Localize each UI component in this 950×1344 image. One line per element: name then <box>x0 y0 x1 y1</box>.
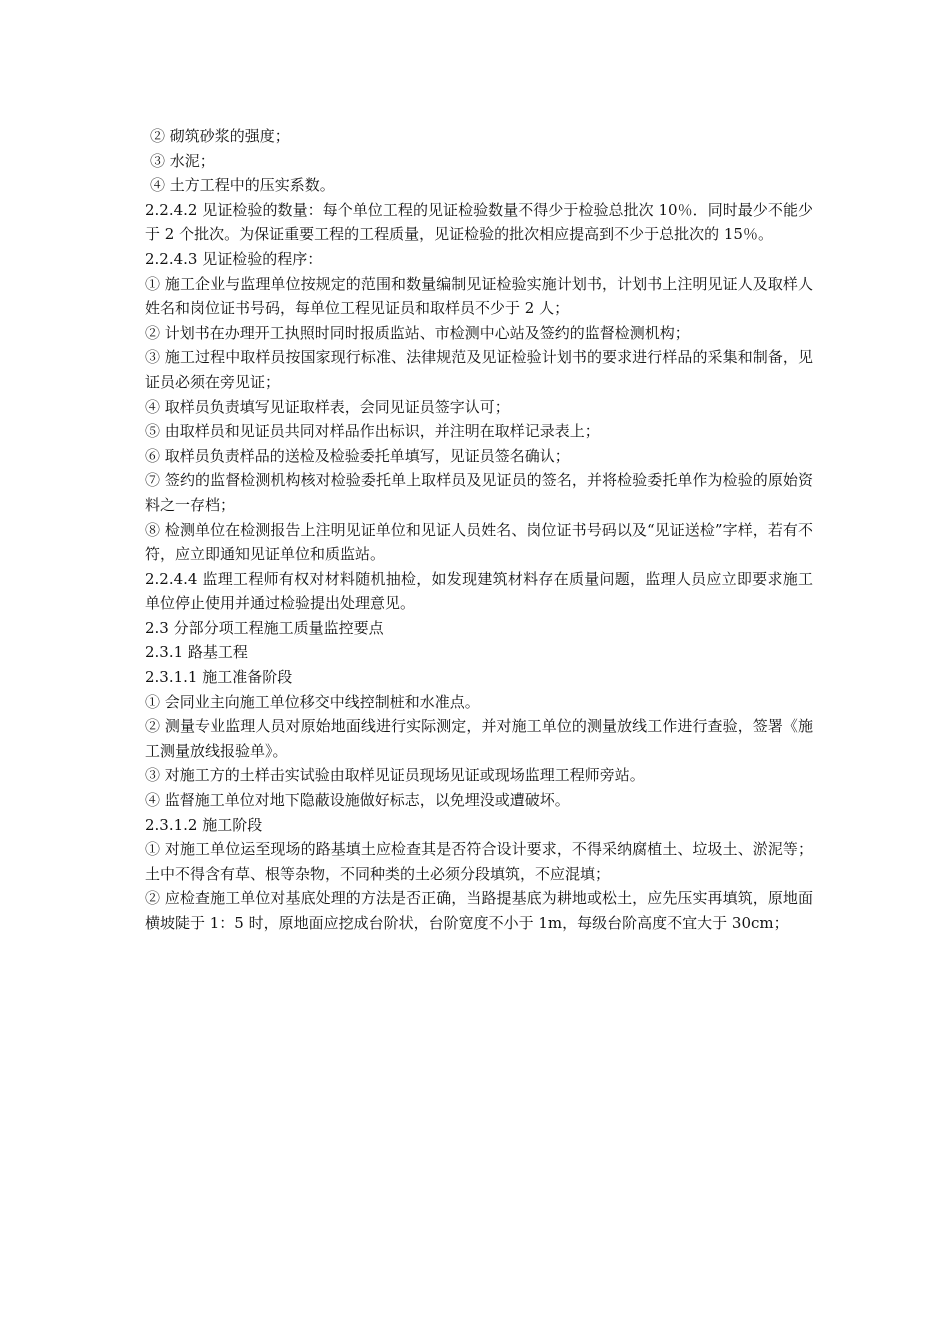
prep-step-4: ④ 监督施工单位对地下隐蔽设施做好标志，以免埋没或遭破坏。 <box>145 791 570 810</box>
section-2-3-heading: 2.3 分部分项工程施工质量监控要点 <box>145 618 384 637</box>
procedure-step-4: ④ 取样员负责填写见证取样表，会同见证员签字认可； <box>145 397 510 416</box>
document-body <box>145 124 813 936</box>
prep-step-1: ① 会同业主向施工单位移交中线控制桩和水准点。 <box>145 692 480 711</box>
prep-step-2: ② 测量专业监理人员对原始地面线进行实际测定，并对施工单位的测量放线工作进行查验，签署《施工测量放线报验单》。 <box>145 717 813 760</box>
section-2-2-4-3-heading: 2.2.4.3 见证检验的程序： <box>145 249 323 268</box>
section-2-2-4-4: 2.2.4.4 监理工程师有权对材料随机抽检，如发现建筑材料存在质量问题，监理人员应立即要求施工单位停止使用并通过检验提出处理意见。 <box>145 569 813 613</box>
list-item-mortar-strength: ② 砌筑砂浆的强度； <box>150 127 290 145</box>
procedure-step-3: ③ 施工过程中取样员按国家现行标准、法律规范及见证检验计划书的要求进行样品的采集和制备，见证员必须在旁见证； <box>145 348 813 391</box>
section-2-3-1-heading: 2.3.1 路基工程 <box>145 643 248 662</box>
procedure-step-2: ② 计划书在办理开工执照时同时报质监站、市检测中心站及签约的监督检测机构； <box>145 323 690 342</box>
procedure-step-7: ⑦ 签约的监督检测机构核对检验委托单上取样员及见证员的签名，并将检验委托单作为检验的原始资料之一存档； <box>145 471 813 514</box>
procedure-step-6: ⑥ 取样员负责样品的送检及检验委托单填写，见证员签名确认； <box>145 446 570 465</box>
section-2-3-1-2-heading: 2.3.1.2 施工阶段 <box>145 815 263 834</box>
list-item-compaction: ④ 土方工程中的压实系数。 <box>150 176 335 195</box>
section-2-3-1-1-heading: 2.3.1.1 施工准备阶段 <box>145 668 293 687</box>
construction-step-2: ② 应检查施工单位对基底处理的方法是否正确，当路提基底为耕地或松土，应先压实再填筑，原地面横坡陡于 1：5 时，原地面应挖成台阶状，台阶宽度不小于 1m，每级台阶高度不宜大于 30cm； <box>145 889 813 932</box>
procedure-step-1: ① 施工企业与监理单位按规定的范围和数量编制见证检验实施计划书，计划书上注明见证人及取样人姓名和岗位证书号码，每单位工程见证员和取样员不少于 2 人； <box>145 274 813 318</box>
procedure-step-5: ⑤ 由取样员和见证员共同对样品作出标识，并注明在取样记录表上； <box>145 422 600 441</box>
prep-step-3: ③ 对施工方的土样击实试验由取样见证员现场见证或现场监理工程师旁站。 <box>145 766 645 785</box>
list-item-cement: ③ 水泥； <box>150 151 215 170</box>
section-2-2-4-2: 2.2.4.2 见证检验的数量：每个单位工程的见证检验数量不得少于检验总批次 10％．同时最少不能少于 2 个批次。为保证重要工程的工程质量，见证检验的批次相应提高到不少于总批次的 15％。 <box>145 200 813 244</box>
construction-step-1: ① 对施工单位运至现场的路基填土应检查其是否符合设计要求，不得采纳腐植土、垃圾土、淤泥等；土中不得含有草、根等杂物，不同种类的土必须分段填筑，不应混填； <box>145 840 813 883</box>
procedure-step-8: ⑧ 检测单位在检测报告上注明见证单位和见证人员姓名、岗位证书号码以及“见证送检”字样，若有不符，应立即通知见证单位和质监站。 <box>145 520 813 564</box>
